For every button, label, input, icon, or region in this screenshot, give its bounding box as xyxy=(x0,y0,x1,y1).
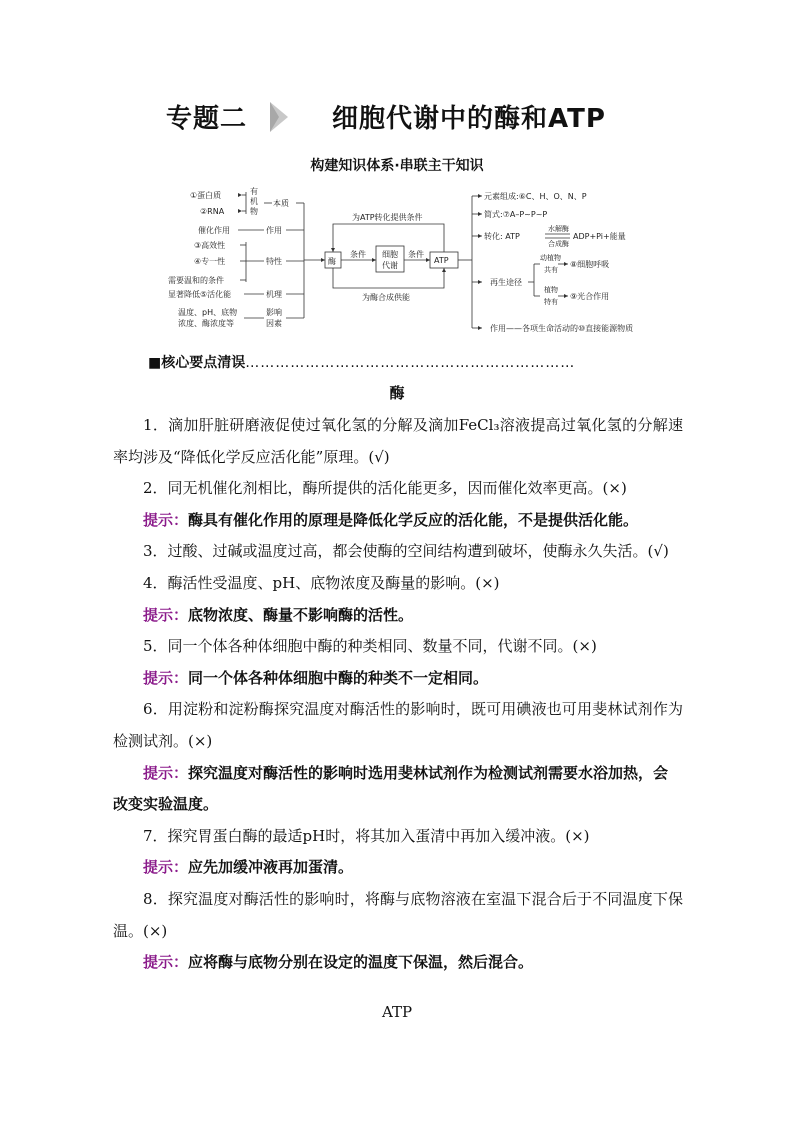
label-cell-a: 细胞 xyxy=(382,250,398,259)
label-animal: 动植物 xyxy=(540,254,561,262)
atp-heading: ATP xyxy=(381,1003,413,1021)
item-2: 2．同无机催化剂相比，酶所提供的活化能更多，因而催化效率更高。(×) xyxy=(143,479,627,498)
hint-2 xyxy=(113,505,683,537)
hint-label: 提示： xyxy=(143,510,189,529)
label-factors-b: 因素 xyxy=(266,319,282,328)
hint-label: 提示： xyxy=(143,763,189,782)
hint-7 xyxy=(113,852,683,884)
label-top-arrow: 为ATP转化提供条件 xyxy=(352,213,423,222)
page-title: 细胞代谢中的酶和ATP xyxy=(332,104,606,134)
label-plant: 植物 xyxy=(544,286,558,294)
label-property: 特性 xyxy=(266,257,282,266)
hint-text: 同一个体各种体细胞中酶的种类不一定相同。 xyxy=(188,668,489,687)
concept-map xyxy=(160,182,680,340)
item-8: 8．探究温度对酶活性的影响时，将酶与底物溶液在室温下混合后于不同温度下保温。(×) xyxy=(113,889,683,940)
page-subtitle: 构建知识体系·串联主干知识 xyxy=(310,158,484,174)
hint-label: 提示： xyxy=(143,605,189,624)
label-specific: ④专一性 xyxy=(194,257,226,266)
hint-6 xyxy=(113,758,683,821)
section-header xyxy=(148,352,575,372)
topic-label: 专题二 xyxy=(166,104,248,134)
label-mild: 需要温和的条件 xyxy=(168,276,224,285)
item-5: 5．同一个体各种体细胞中酶的种类相同、数量不同，代谢不同。(×) xyxy=(143,637,597,656)
label-protein: ①蛋白质 xyxy=(190,191,222,200)
label-factors-left-1: 温度、pH、底物 xyxy=(178,308,238,317)
section-label: ■核心要点清误 xyxy=(148,355,246,371)
item-list xyxy=(113,410,683,979)
label-use: 作用——各项生命活动的⑩直接能源物质 xyxy=(490,324,634,333)
hint-label: 提示： xyxy=(143,953,189,972)
title-row xyxy=(0,96,794,140)
chevron-right-icon xyxy=(268,100,290,134)
enzyme-heading: 酶 xyxy=(389,384,405,402)
label-condition-1: 条件 xyxy=(350,250,366,259)
label-conversion-suffix: ADP+Pi+能量 xyxy=(573,232,626,241)
label-rna: ②RNA xyxy=(200,207,225,216)
item-7: 7．探究胃蛋白酶的最适pH时，将其加入蛋清中再加入缓冲液。(×) xyxy=(143,826,590,845)
label-high-eff: ③高效性 xyxy=(194,241,226,250)
item-1: 1．滴加肝脏研磨液促使过氧化氢的分解及滴加FeCl₃溶液提高过氧化氢的分解速率均涉及“降低化学反应活化能”原理。(√) xyxy=(113,416,683,466)
label-formula: 简式:⑦A–P~P~P xyxy=(484,210,548,219)
hint-text: 酶具有催化作用的原理是降低化学反应的活化能，不是提供活化能。 xyxy=(188,510,639,529)
label-photosynthesis: ⑨光合作用 xyxy=(570,292,610,301)
label-ji: 机 xyxy=(250,197,258,206)
hint-label: 提示： xyxy=(143,668,189,687)
item-6: 6．用淀粉和淀粉酶探究温度对酶活性的影响时，既可用碘液也可用斐林试剂作为检测试剂。(×) xyxy=(113,700,683,750)
label-cell-b: 代谢 xyxy=(382,261,398,270)
label-factors-a: 影响 xyxy=(266,308,282,317)
hint-text: 应先加缓冲液再加蛋清。 xyxy=(188,858,354,877)
label-bottom-arrow: 为酶合成供能 xyxy=(362,293,410,302)
label-composition: 元素组成:⑥C、H、O、N、P xyxy=(484,192,587,201)
hint-text: 探究温度对酶活性的影响时选用斐林试剂作为检测试剂需要水浴加热，会改变实验温度。 xyxy=(113,763,669,814)
label-mechanism: 机理 xyxy=(266,290,282,299)
label-essence: 本质 xyxy=(273,199,289,208)
label-unique: 特有 xyxy=(544,298,558,306)
item-3: 3．过酸、过碱或温度过高，都会使酶的空间结构遭到破坏，使酶永久失活。(√) xyxy=(143,542,669,561)
label-condition-2: 条件 xyxy=(408,250,424,259)
hint-5 xyxy=(113,663,683,695)
label-atp: ATP xyxy=(434,256,449,265)
section-dots: ………………………………………………………… xyxy=(245,355,576,371)
label-catalysis: 催化作用 xyxy=(198,226,230,235)
label-hydrolase: 水解酶 xyxy=(548,225,569,233)
label-enzyme: 酶 xyxy=(328,257,336,266)
label-role: 作用 xyxy=(266,226,282,235)
label-respiration: ⑧细胞呼吸 xyxy=(570,260,610,269)
label-mechanism-left: 显著降低⑤活化能 xyxy=(168,290,232,299)
label-regen: 再生途径 xyxy=(490,278,522,287)
hint-label: 提示： xyxy=(143,858,189,877)
hint-4 xyxy=(113,600,683,632)
hint-text: 应将酶与底物分别在设定的温度下保温，然后混合。 xyxy=(188,953,534,972)
label-common: 共有 xyxy=(544,266,558,274)
knowledge-diagram xyxy=(160,182,680,340)
hint-8 xyxy=(113,947,683,979)
label-you: 有 xyxy=(250,187,258,196)
label-wu: 物 xyxy=(250,207,258,216)
label-conversion: 转化: ATP xyxy=(484,232,520,241)
item-4: 4．酶活性受温度、pH、底物浓度及酶量的影响。(×) xyxy=(143,573,500,592)
label-factors-left-2: 浓度、酶浓度等 xyxy=(178,319,234,328)
hint-text: 底物浓度、酶量不影响酶的活性。 xyxy=(188,605,414,624)
label-synthase: 合成酶 xyxy=(548,240,569,248)
